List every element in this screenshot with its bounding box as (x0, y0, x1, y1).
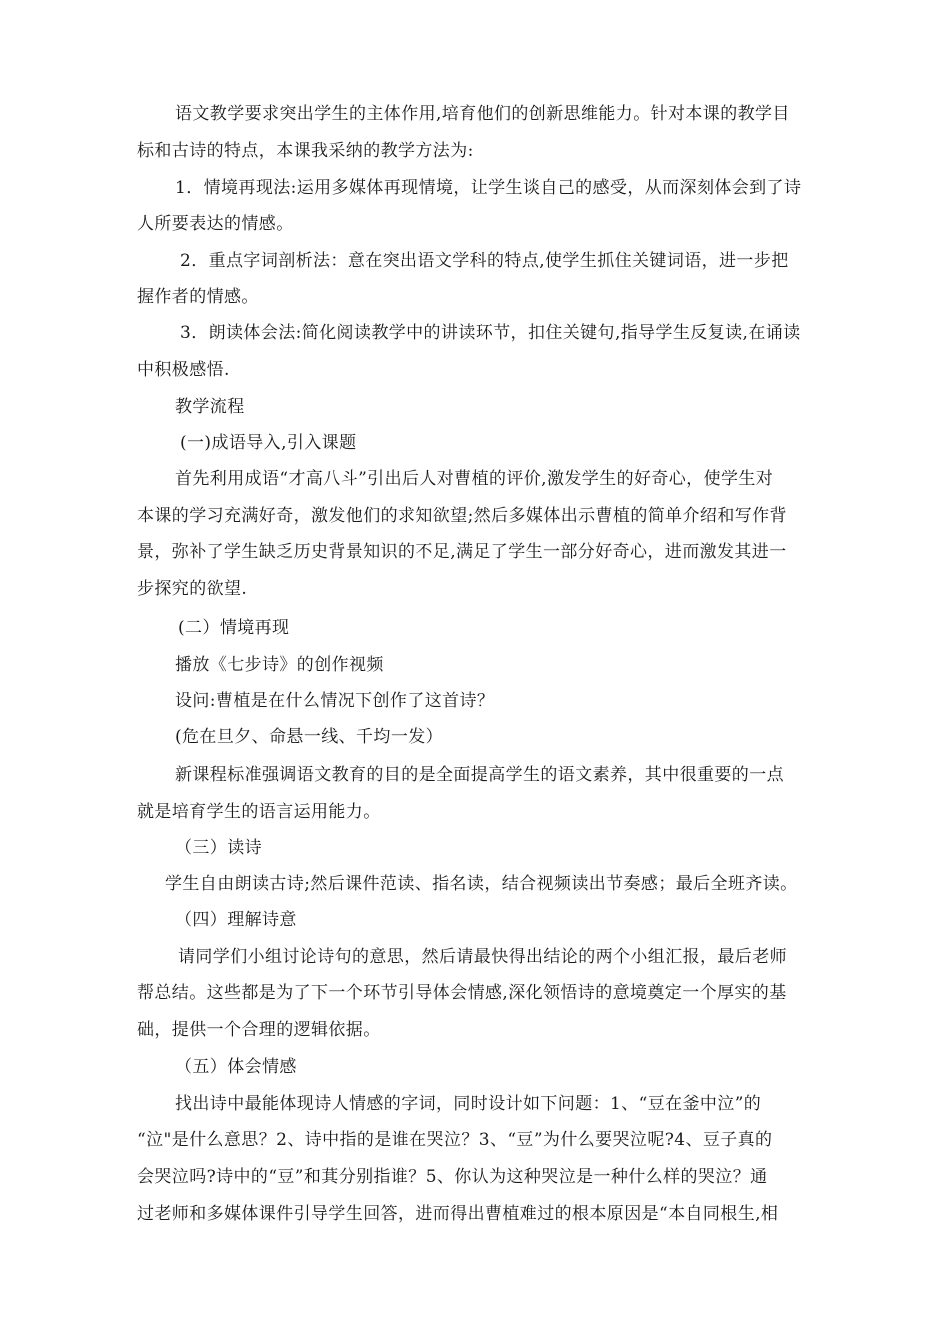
section-heading-5: （五）体会情感 (175, 1057, 297, 1077)
method-2-line-2: 握作者的情感。 (137, 287, 259, 307)
method-2-line-1: 2．重点字词剖析法：意在突出语文学科的特点,使学生抓住关键词语，进一步把 (180, 251, 789, 271)
section-2-line-4: 新课程标准强调语文教育的目的是全面提高学生的语文素养，其中很重要的一点 (175, 765, 784, 785)
section-5-line-3: 会哭泣吗?诗中的“豆”和萁分别指谁？5、你认为这种哭泣是一种什么样的哭泣？通 (137, 1167, 768, 1187)
section-1-line-1: 首先利用成语“才高八斗”引出后人对曹植的评价,激发学生的好奇心，使学生对 (175, 469, 774, 489)
method-1-line-1: 1．情境再现法:运用多媒体再现情境，让学生谈自己的感受，从而深刻体会到了诗 (175, 178, 802, 198)
section-1-line-4: 步探究的欲望. (137, 579, 248, 599)
section-1-line-3: 景，弥补了学生缺乏历史背景知识的不足,满足了学生一部分好奇心，进而激发其进一 (137, 542, 787, 562)
paragraph-intro-line-1: 语文教学要求突出学生的主体作用,培育他们的创新思维能力。针对本课的教学目 (175, 104, 790, 124)
section-2-line-2: 设问:曹植是在什么情况下创作了这首诗？ (175, 691, 495, 711)
section-heading-teaching-flow: 教学流程 (175, 397, 245, 417)
section-heading-3: （三）读诗 (175, 838, 262, 858)
method-1-line-2: 人所要表达的情感。 (137, 214, 294, 234)
section-4-line-3: 础，提供一个合理的逻辑依据。 (137, 1020, 381, 1040)
section-5-line-1: 找出诗中最能体现诗人情感的字词，同时设计如下问题：1、“豆在釜中泣”的 (175, 1094, 762, 1114)
section-4-line-1: 请同学们小组讨论诗句的意思，然后请最快得出结论的两个小组汇报，最后老师 (178, 947, 787, 967)
section-5-line-4: 过老师和多媒体课件引导学生回答，进而得出曹植难过的根本原因是“本自同根生,相 (137, 1204, 779, 1224)
section-heading-2: (二）情境再现 (178, 618, 290, 638)
section-2-line-1: 播放《七步诗》的创作视频 (175, 655, 384, 675)
method-3-line-2: 中积极感悟. (137, 360, 230, 380)
section-2-line-3: (危在旦夕、命悬一线、千均一发） (175, 727, 444, 747)
section-1-line-2: 本课的学习充满好奇，激发他们的求知欲望;然后多媒体出示曹植的简单介绍和写作背 (137, 506, 787, 526)
section-5-line-2: “泣"是什么意思？2、诗中指的是谁在哭泣？3、“豆”为什么要哭泣呢?4、豆子真的 (137, 1130, 773, 1150)
method-3-line-1: 3．朗读体会法:简化阅读教学中的讲读环节，扣住关键句,指导学生反复读,在诵读 (180, 323, 801, 343)
section-3-line-1: 学生自由朗读古诗;然后课件范读、指名读，结合视频读出节奏感；最后全班齐读。 (165, 874, 798, 894)
section-heading-1: (一)成语导入,引入课题 (180, 433, 357, 453)
section-heading-4: （四）理解诗意 (175, 910, 297, 930)
section-4-line-2: 帮总结。这些都是为了下一个环节引导体会情感,深化领悟诗的意境奠定一个厚实的基 (137, 983, 787, 1003)
paragraph-intro-line-2: 标和古诗的特点，本课我采纳的教学方法为: (137, 141, 474, 161)
section-2-line-5: 就是培育学生的语言运用能力。 (137, 802, 381, 822)
